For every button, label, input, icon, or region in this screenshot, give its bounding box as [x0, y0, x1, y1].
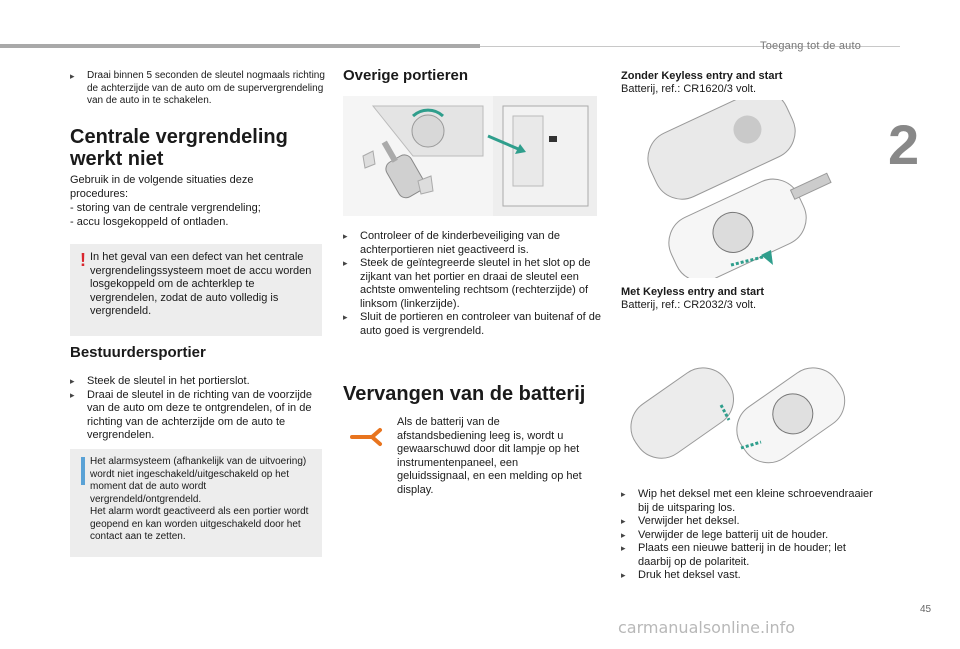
keyless-title: Met Keyless entry and start: [621, 286, 765, 298]
door-lock-drawing: [343, 96, 597, 216]
info-icon: [81, 457, 85, 485]
list-item: ▸ Sluit de portieren en controleer van buitenaf of de auto goed is vergrendeld.: [343, 311, 601, 338]
other-doors-heading: [343, 67, 468, 84]
driver-door-heading: [70, 344, 206, 361]
keyless-battery: Batterij, ref.: CR2032/3 volt.: [621, 299, 757, 311]
list-item: ▸ Druk het deksel vast.: [621, 569, 879, 583]
no-keyless-title: Zonder Keyless entry and start: [621, 70, 783, 82]
driver-door-list: [70, 375, 320, 443]
info-text: Het alarmsysteem (afhankelijk van de uitvoering) wordt niet ingeschakeld/uitgeschakeld op het moment dat de auto wordt vergrendeld/ontgrendeld. Het alarm wordt geactiveerd als een portier wordt geopend en kan worden uitgeschakeld door het contact aan te zetten.: [90, 456, 309, 542]
central-lock-intro: Gebruik in de volgende situaties deze procedures:: [70, 174, 254, 200]
door-lock-illustration: [343, 96, 597, 216]
battery-text: Als de batterij van de afstandsbediening leeg is, wordt u gewaarschuwd door dit lampje op het instrumentenpaneel, een geluidssignaal, en een melding op het display.: [397, 416, 582, 496]
battery-heading: [343, 383, 585, 405]
list-item: ▸ Verwijder de lege batterij uit de houder.: [621, 529, 879, 543]
key-keyless-illustration: [621, 360, 851, 480]
warning-icon: !: [80, 250, 86, 270]
key-no-keyless-illustration: [621, 100, 851, 278]
key-keyless-drawing: [621, 360, 851, 480]
no-keyless-battery: Batterij, ref.: CR1620/3 volt.: [621, 83, 757, 95]
warning-box: [70, 244, 322, 336]
list-item: ▸ Verwijder het deksel.: [621, 515, 879, 529]
battery-title: Vervangen van de batterij: [343, 383, 586, 405]
list-item: ▸ Plaats een nieuwe batterij in de houder; let daarbij op de polariteit.: [621, 542, 879, 569]
wrench-icon: [350, 424, 384, 455]
warning-text: In het geval van een defect van het centrale vergrendelingssysteem moet de accu worden losgekoppeld om de achterklep te vergrendelen, zodat de auto volledig is vergrendeld.: [90, 251, 312, 317]
header-bar: [0, 44, 480, 48]
battery-steps-list: [621, 488, 879, 583]
info-box: [70, 449, 322, 557]
watermark: carmanualsonline.info: [618, 618, 796, 637]
list-item: - accu losgekoppeld of ontladen.: [70, 215, 229, 228]
other-doors-list: [343, 230, 601, 338]
chapter-number: 2: [888, 113, 920, 176]
central-lock-list: [70, 202, 320, 229]
list-item: ▸ Draai de sleutel in de richting van de voorzijde van de auto om deze te ontgrendelen, of in de richting van de achterzijde om de auto te vergrendelen.: [70, 389, 320, 443]
section-title: Toegang tot de auto: [760, 40, 862, 52]
list-item: ▸ Steek de sleutel in het portierslot.: [70, 375, 320, 389]
list-item: ▸ Controleer of de kinderbeveiliging van de achterportieren niet geactiveerd is.: [343, 230, 601, 257]
list-item: ▸ Steek de geïntegreerde sleutel in het slot op de zijkant van het portier en draai de sleutel een achtste omwenteling rechtsom (rechterzijde) of linksom (linkerzijde).: [343, 257, 601, 311]
other-doors-title: Overige portieren: [343, 67, 469, 84]
central-lock-heading: [70, 126, 310, 170]
intro-note: ▸ Draai binnen 5 seconden de sleutel nogmaals richting de achterzijde van de auto om de supervergrendeling van de auto in te schakelen.: [70, 70, 337, 108]
central-lock-title: Centrale vergrendeling werkt niet: [70, 126, 288, 170]
page-number: 45: [920, 604, 932, 615]
list-item: ▸ Wip het deksel met een kleine schroevendraaier bij de uitsparing los.: [621, 488, 879, 515]
list-item: - storing van de centrale vergrendeling;: [70, 202, 261, 214]
driver-door-title: Bestuurdersportier: [70, 344, 206, 361]
key-no-keyless-drawing: [621, 100, 851, 278]
